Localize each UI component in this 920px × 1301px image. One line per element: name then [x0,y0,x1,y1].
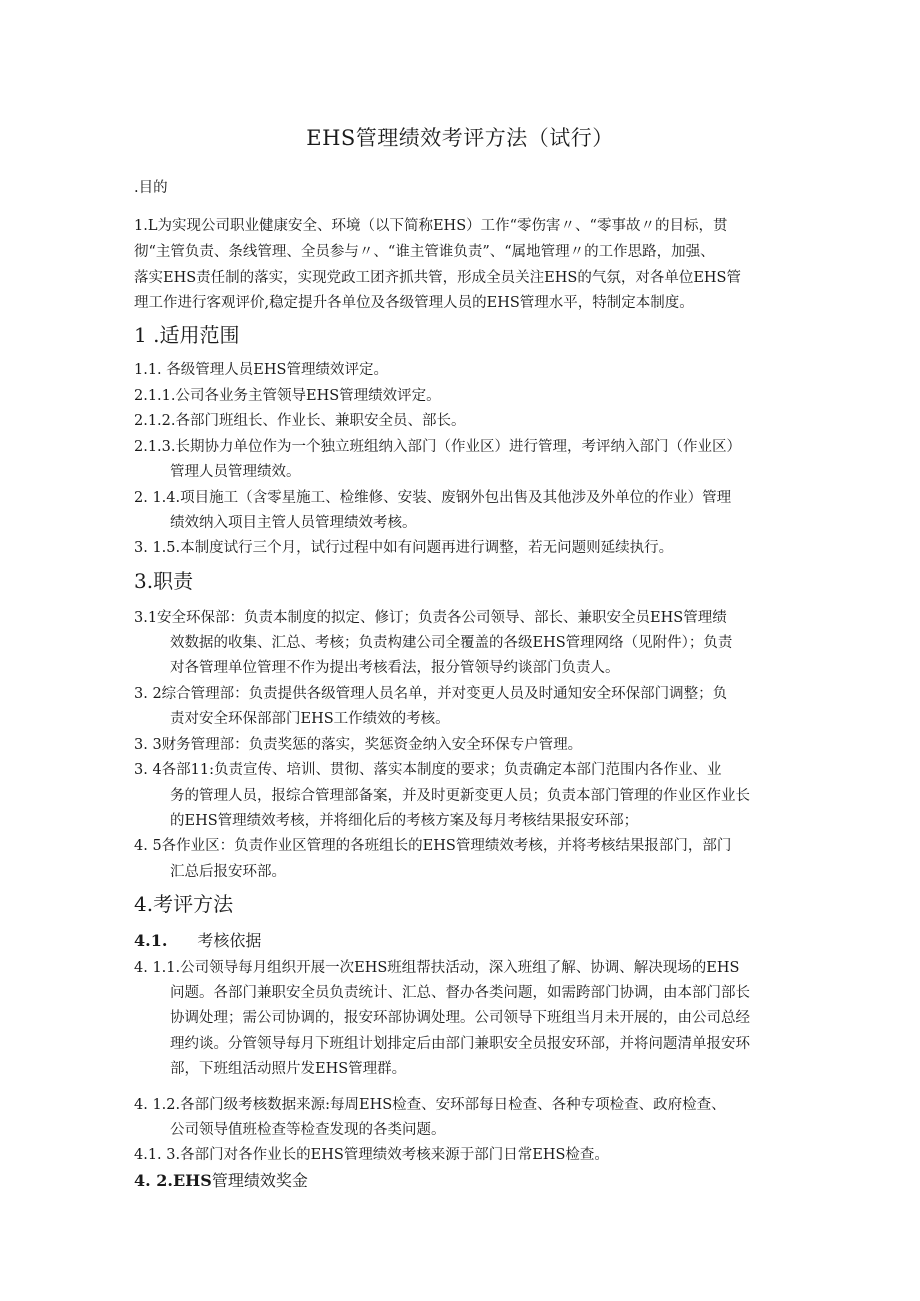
list-item: 2. 1.4.项目施工（含零星施工、检维修、安装、废钢外包出售及其他涉及外单位的作业）管理 [134,490,732,506]
list-item: 2.1.3.长期协力单位作为一个独立班组纳入部门（作业区）进行管理，考评纳入部门（作业区） [134,439,741,455]
list-item: 3. 2综合管理部：负责提供各级管理人员名单，并对变更人员及时通知安全环保部门调整；负 [134,686,728,702]
list-item-continuation: 部，下班组活动照片发EHS管理群。 [170,1061,407,1077]
list-item-continuation: 绩效纳入项目主管人员管理绩效考核。 [170,515,417,531]
list-item: 2.1.2.各部门班组长、作业长、兼职安全员、部长。 [134,413,466,429]
list-item: 4. 1.1.公司领导每月组织开展一次EHS班组帮扶活动，深入班组了解、协调、解决现场的EHS [134,960,740,976]
list-item: 4. 5各作业区：负责作业区管理的各班组长的EHS管理绩效考核，并将考核结果报部门，部门 [134,838,732,854]
section-heading-methods: 4.考评方法 [134,892,234,916]
list-item-continuation: 理约谈。分管领导每月下班组计划排定后由部门兼职安全员报安环部，并将问题清单报安环 [170,1036,750,1052]
list-item-continuation: 责对安全环保部部门EHS工作绩效的考核。 [170,711,450,727]
subsection-number: 4. 2.EHS [134,1171,212,1190]
section-heading-duties: 3.职责 [134,569,194,593]
subsection-heading-bonus [134,1170,308,1192]
paragraph-line: 彻“主管负责、条线管理、全员参与〃、“谁主管谁负责”、“属地管理〃的工作思路，加强、 [134,244,715,260]
subsection-number: 4.1. [134,931,168,950]
list-item-continuation: 的EHS管理绩效考核，并将细化后的考核方案及每月考核结果报安环部； [170,813,639,829]
subsection-title: 考核依据 [197,931,262,950]
page-title: EHS管理绩效考评方法（试行） [306,126,614,150]
list-item: 3. 4各部11:负责宣传、培训、贯彻、落实本制度的要求；负责确定本部门范围内各作业、业 [134,762,722,778]
list-item-continuation: 管理人员管理绩效。 [170,464,301,480]
list-item: 3.1安全环保部：负责本制度的拟定、修订；负责各公司领导、部长、兼职安全员EHS管理绩 [134,610,727,626]
section-heading-scope: 1 .适用范围 [134,323,240,347]
list-item-continuation: 对各管理单位管理不作为提出考核看法，报分管领导约谈部门负责人。 [170,660,620,676]
list-item-continuation: 效数据的收集、汇总、考核；负责构建公司全覆盖的各级EHS管理网络（见附件）；负责 [170,635,733,651]
subsection-title: 管理绩效奖金 [211,1171,308,1190]
list-item: 1.1. 各级管理人员EHS管理绩效评定。 [134,362,388,378]
paragraph-line: 落实EHS责任制的落实，实现党政工团齐抓共管，形成全员关注EHS的气氛，对各单位EHS管 [134,270,741,286]
subsection-heading-basis [134,930,261,952]
section-heading-purpose: .目的 [134,180,168,196]
list-item: 4. 1.2.各部门级考核数据来源:每周EHS检查、安环部每日检查、各种专项检查、政府检查、 [134,1097,726,1113]
list-item: 3. 1.5.本制度试行三个月，试行过程中如有问题再进行调整，若无问题则延续执行。 [134,540,674,556]
paragraph-line: 1.L为实现公司职业健康安全、环境（以下简称EHS）工作“零伤害〃、“零事故〃的目标，贯 [134,218,728,234]
list-item-continuation: 汇总后报安环部。 [170,864,286,880]
paragraph-line: 理工作进行客观评价,稳定提升各单位及各级管理人员的EHS管理水平，特制定本制度。 [134,295,694,311]
list-item-continuation: 问题。各部门兼职安全员负责统计、汇总、督办各类问题，如需跨部门协调，由本部门部长 [170,985,750,1001]
list-item-continuation: 公司领导值班检查等检查发现的各类问题。 [170,1122,446,1138]
list-item-continuation: 务的管理人员，报综合管理部备案，并及时更新变更人员；负责本部门管理的作业区作业长 [170,788,750,804]
list-item: 4.1. 3.各部门对各作业长的EHS管理绩效考核来源于部门日常EHS检查。 [134,1147,609,1163]
list-item: 3. 3财务管理部：负责奖惩的落实，奖惩资金纳入安全环保专户管理。 [134,737,583,753]
list-item: 2.1.1.公司各业务主管领导EHS管理绩效评定。 [134,388,441,404]
list-item-continuation: 协调处理；需公司协调的，报安环部协调处理。公司领导下班组当月未开展的，由公司总经 [170,1010,750,1026]
